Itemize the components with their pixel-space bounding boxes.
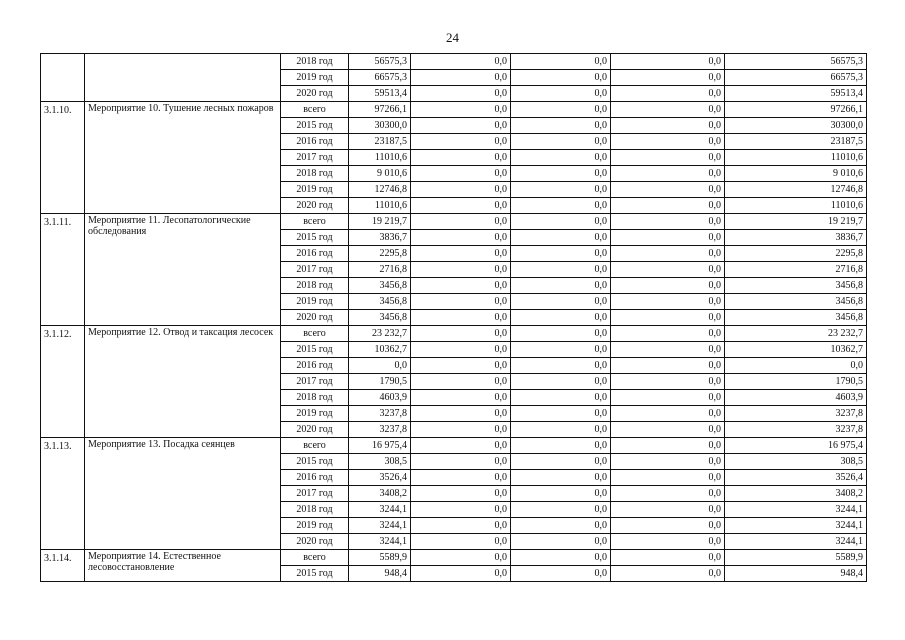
total-cell: 5589,9	[349, 550, 411, 566]
activity-name: Мероприятие 14. Естественное лесовосстановление	[85, 550, 281, 582]
source-5-cell: 4603,9	[725, 390, 867, 406]
year-cell: 2020 год	[281, 310, 349, 326]
year-cell: 2020 год	[281, 86, 349, 102]
source-5-cell: 12746,8	[725, 182, 867, 198]
total-cell: 3237,8	[349, 406, 411, 422]
year-cell: 2018 год	[281, 54, 349, 70]
year-cell: 2019 год	[281, 294, 349, 310]
source-3-cell: 0,0	[511, 310, 611, 326]
source-4-cell: 0,0	[611, 534, 725, 550]
source-2-cell: 0,0	[411, 214, 511, 230]
source-2-cell: 0,0	[411, 486, 511, 502]
source-2-cell: 0,0	[411, 326, 511, 342]
total-cell: 3456,8	[349, 278, 411, 294]
total-cell: 3237,8	[349, 422, 411, 438]
source-4-cell: 0,0	[611, 54, 725, 70]
source-2-cell: 0,0	[411, 230, 511, 246]
source-5-cell: 3237,8	[725, 422, 867, 438]
year-cell: 2019 год	[281, 70, 349, 86]
source-4-cell: 0,0	[611, 86, 725, 102]
source-2-cell: 0,0	[411, 454, 511, 470]
source-3-cell: 0,0	[511, 86, 611, 102]
source-4-cell: 0,0	[611, 102, 725, 118]
source-3-cell: 0,0	[511, 70, 611, 86]
source-2-cell: 0,0	[411, 534, 511, 550]
source-4-cell: 0,0	[611, 70, 725, 86]
source-2-cell: 0,0	[411, 246, 511, 262]
activity-name: Мероприятие 11. Лесопатологические обследования	[85, 214, 281, 326]
source-3-cell: 0,0	[511, 54, 611, 70]
source-5-cell: 3244,1	[725, 502, 867, 518]
total-cell: 3456,8	[349, 294, 411, 310]
total-cell: 97266,1	[349, 102, 411, 118]
source-2-cell: 0,0	[411, 390, 511, 406]
year-cell: всего	[281, 326, 349, 342]
source-5-cell: 1790,5	[725, 374, 867, 390]
year-cell: 2017 год	[281, 374, 349, 390]
source-5-cell: 3408,2	[725, 486, 867, 502]
source-4-cell: 0,0	[611, 246, 725, 262]
source-4-cell: 0,0	[611, 214, 725, 230]
year-cell: 2015 год	[281, 454, 349, 470]
source-3-cell: 0,0	[511, 166, 611, 182]
activity-code: 3.1.14.	[41, 550, 85, 582]
source-4-cell: 0,0	[611, 310, 725, 326]
activity-name: Мероприятие 13. Посадка сеянцев	[85, 438, 281, 550]
total-cell: 3244,1	[349, 518, 411, 534]
activity-code: 3.1.11.	[41, 214, 85, 326]
source-5-cell: 3456,8	[725, 310, 867, 326]
year-cell: 2016 год	[281, 134, 349, 150]
table-row	[41, 326, 867, 342]
total-cell: 3244,1	[349, 534, 411, 550]
source-4-cell: 0,0	[611, 294, 725, 310]
total-cell: 59513,4	[349, 86, 411, 102]
source-3-cell: 0,0	[511, 262, 611, 278]
source-2-cell: 0,0	[411, 502, 511, 518]
source-2-cell: 0,0	[411, 550, 511, 566]
source-4-cell: 0,0	[611, 486, 725, 502]
source-5-cell: 19 219,7	[725, 214, 867, 230]
source-2-cell: 0,0	[411, 310, 511, 326]
year-cell: 2015 год	[281, 566, 349, 582]
year-cell: 2017 год	[281, 262, 349, 278]
source-4-cell: 0,0	[611, 166, 725, 182]
source-5-cell: 16 975,4	[725, 438, 867, 454]
source-4-cell: 0,0	[611, 262, 725, 278]
source-3-cell: 0,0	[511, 118, 611, 134]
activity-code: 3.1.13.	[41, 438, 85, 550]
source-2-cell: 0,0	[411, 54, 511, 70]
total-cell: 30300,0	[349, 118, 411, 134]
total-cell: 66575,3	[349, 70, 411, 86]
source-3-cell: 0,0	[511, 518, 611, 534]
source-3-cell: 0,0	[511, 342, 611, 358]
total-cell: 10362,7	[349, 342, 411, 358]
source-4-cell: 0,0	[611, 230, 725, 246]
total-cell: 23187,5	[349, 134, 411, 150]
source-5-cell: 10362,7	[725, 342, 867, 358]
source-2-cell: 0,0	[411, 262, 511, 278]
total-cell: 0,0	[349, 358, 411, 374]
table-row	[41, 438, 867, 454]
source-4-cell: 0,0	[611, 518, 725, 534]
total-cell: 3408,2	[349, 486, 411, 502]
year-cell: 2018 год	[281, 278, 349, 294]
source-2-cell: 0,0	[411, 134, 511, 150]
source-5-cell: 5589,9	[725, 550, 867, 566]
total-cell: 9 010,6	[349, 166, 411, 182]
year-cell: 2019 год	[281, 518, 349, 534]
source-2-cell: 0,0	[411, 470, 511, 486]
total-cell: 23 232,7	[349, 326, 411, 342]
source-2-cell: 0,0	[411, 150, 511, 166]
total-cell: 11010,6	[349, 198, 411, 214]
source-4-cell: 0,0	[611, 454, 725, 470]
total-cell: 3456,8	[349, 310, 411, 326]
source-3-cell: 0,0	[511, 182, 611, 198]
total-cell: 3836,7	[349, 230, 411, 246]
source-3-cell: 0,0	[511, 438, 611, 454]
total-cell: 308,5	[349, 454, 411, 470]
activity-name: Мероприятие 10. Тушение лесных пожаров	[85, 102, 281, 214]
total-cell: 948,4	[349, 566, 411, 582]
table-row	[41, 54, 867, 70]
year-cell: 2015 год	[281, 230, 349, 246]
total-cell: 4603,9	[349, 390, 411, 406]
source-2-cell: 0,0	[411, 182, 511, 198]
total-cell: 16 975,4	[349, 438, 411, 454]
source-3-cell: 0,0	[511, 406, 611, 422]
source-3-cell: 0,0	[511, 326, 611, 342]
source-4-cell: 0,0	[611, 134, 725, 150]
source-3-cell: 0,0	[511, 294, 611, 310]
source-5-cell: 3237,8	[725, 406, 867, 422]
source-5-cell: 59513,4	[725, 86, 867, 102]
source-4-cell: 0,0	[611, 150, 725, 166]
year-cell: 2015 год	[281, 342, 349, 358]
source-2-cell: 0,0	[411, 86, 511, 102]
source-5-cell: 308,5	[725, 454, 867, 470]
source-3-cell: 0,0	[511, 198, 611, 214]
source-2-cell: 0,0	[411, 422, 511, 438]
activity-code	[41, 54, 85, 102]
source-2-cell: 0,0	[411, 518, 511, 534]
source-4-cell: 0,0	[611, 422, 725, 438]
total-cell: 2716,8	[349, 262, 411, 278]
source-3-cell: 0,0	[511, 150, 611, 166]
source-5-cell: 9 010,6	[725, 166, 867, 182]
year-cell: 2019 год	[281, 406, 349, 422]
source-4-cell: 0,0	[611, 374, 725, 390]
source-5-cell: 3244,1	[725, 534, 867, 550]
activity-code: 3.1.10.	[41, 102, 85, 214]
source-4-cell: 0,0	[611, 326, 725, 342]
year-cell: всего	[281, 102, 349, 118]
year-cell: 2020 год	[281, 422, 349, 438]
year-cell: 2020 год	[281, 534, 349, 550]
source-2-cell: 0,0	[411, 198, 511, 214]
budget-table	[40, 53, 867, 582]
source-2-cell: 0,0	[411, 118, 511, 134]
page-number: 24	[446, 30, 459, 45]
source-5-cell: 11010,6	[725, 150, 867, 166]
source-5-cell: 3456,8	[725, 294, 867, 310]
year-cell: 2020 год	[281, 198, 349, 214]
source-3-cell: 0,0	[511, 278, 611, 294]
source-3-cell: 0,0	[511, 470, 611, 486]
source-2-cell: 0,0	[411, 566, 511, 582]
year-cell: 2016 год	[281, 470, 349, 486]
total-cell: 3244,1	[349, 502, 411, 518]
source-3-cell: 0,0	[511, 534, 611, 550]
source-5-cell: 0,0	[725, 358, 867, 374]
source-3-cell: 0,0	[511, 486, 611, 502]
source-5-cell: 23 232,7	[725, 326, 867, 342]
year-cell: 2018 год	[281, 390, 349, 406]
source-2-cell: 0,0	[411, 294, 511, 310]
year-cell: 2017 год	[281, 150, 349, 166]
year-cell: 2017 год	[281, 486, 349, 502]
source-2-cell: 0,0	[411, 438, 511, 454]
total-cell: 1790,5	[349, 374, 411, 390]
source-4-cell: 0,0	[611, 470, 725, 486]
source-3-cell: 0,0	[511, 422, 611, 438]
source-5-cell: 66575,3	[725, 70, 867, 86]
source-4-cell: 0,0	[611, 118, 725, 134]
source-3-cell: 0,0	[511, 214, 611, 230]
source-5-cell: 3244,1	[725, 518, 867, 534]
total-cell: 19 219,7	[349, 214, 411, 230]
total-cell: 3526,4	[349, 470, 411, 486]
total-cell: 56575,3	[349, 54, 411, 70]
source-4-cell: 0,0	[611, 182, 725, 198]
source-3-cell: 0,0	[511, 502, 611, 518]
source-3-cell: 0,0	[511, 102, 611, 118]
table-row	[41, 550, 867, 566]
source-5-cell: 56575,3	[725, 54, 867, 70]
source-2-cell: 0,0	[411, 358, 511, 374]
total-cell: 11010,6	[349, 150, 411, 166]
source-5-cell: 948,4	[725, 566, 867, 582]
source-4-cell: 0,0	[611, 406, 725, 422]
total-cell: 12746,8	[349, 182, 411, 198]
source-5-cell: 2716,8	[725, 262, 867, 278]
activity-name: Мероприятие 12. Отвод и таксация лесосек	[85, 326, 281, 438]
source-2-cell: 0,0	[411, 374, 511, 390]
source-4-cell: 0,0	[611, 502, 725, 518]
year-cell: 2016 год	[281, 358, 349, 374]
source-4-cell: 0,0	[611, 342, 725, 358]
source-4-cell: 0,0	[611, 358, 725, 374]
source-4-cell: 0,0	[611, 390, 725, 406]
total-cell: 2295,8	[349, 246, 411, 262]
source-2-cell: 0,0	[411, 278, 511, 294]
source-3-cell: 0,0	[511, 230, 611, 246]
source-5-cell: 30300,0	[725, 118, 867, 134]
year-cell: 2015 год	[281, 118, 349, 134]
year-cell: 2016 год	[281, 246, 349, 262]
source-3-cell: 0,0	[511, 550, 611, 566]
year-cell: 2018 год	[281, 502, 349, 518]
year-cell: всего	[281, 438, 349, 454]
source-5-cell: 2295,8	[725, 246, 867, 262]
source-5-cell: 23187,5	[725, 134, 867, 150]
source-3-cell: 0,0	[511, 374, 611, 390]
table-row	[41, 214, 867, 230]
activity-code: 3.1.12.	[41, 326, 85, 438]
source-3-cell: 0,0	[511, 358, 611, 374]
source-3-cell: 0,0	[511, 246, 611, 262]
source-5-cell: 97266,1	[725, 102, 867, 118]
source-2-cell: 0,0	[411, 406, 511, 422]
year-cell: всего	[281, 214, 349, 230]
table-body	[41, 54, 867, 582]
source-5-cell: 3526,4	[725, 470, 867, 486]
source-4-cell: 0,0	[611, 438, 725, 454]
source-3-cell: 0,0	[511, 566, 611, 582]
source-3-cell: 0,0	[511, 134, 611, 150]
source-4-cell: 0,0	[611, 566, 725, 582]
year-cell: всего	[281, 550, 349, 566]
source-5-cell: 3836,7	[725, 230, 867, 246]
source-2-cell: 0,0	[411, 166, 511, 182]
source-2-cell: 0,0	[411, 70, 511, 86]
table-row	[41, 102, 867, 118]
source-4-cell: 0,0	[611, 550, 725, 566]
activity-name	[85, 54, 281, 102]
year-cell: 2019 год	[281, 182, 349, 198]
source-5-cell: 11010,6	[725, 198, 867, 214]
year-cell: 2018 год	[281, 166, 349, 182]
source-2-cell: 0,0	[411, 342, 511, 358]
source-5-cell: 3456,8	[725, 278, 867, 294]
source-4-cell: 0,0	[611, 278, 725, 294]
source-3-cell: 0,0	[511, 390, 611, 406]
source-4-cell: 0,0	[611, 198, 725, 214]
source-3-cell: 0,0	[511, 454, 611, 470]
source-2-cell: 0,0	[411, 102, 511, 118]
